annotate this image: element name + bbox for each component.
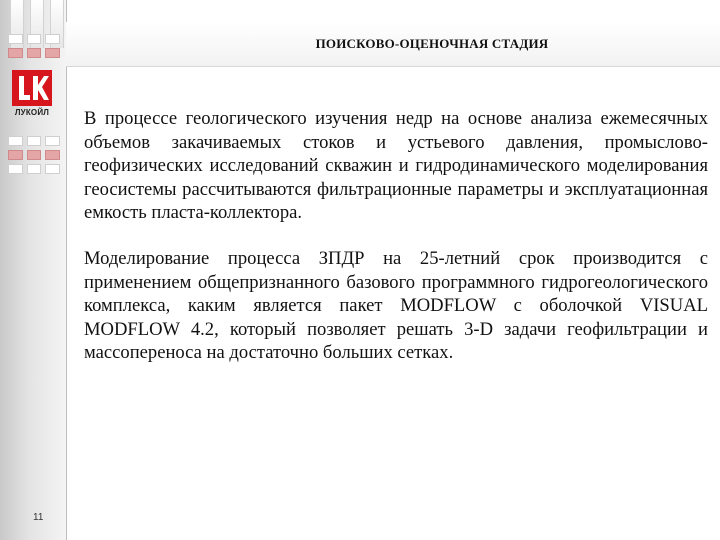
- page-title: ПОИСКОВО-ОЦЕНОЧНАЯ СТАДИЯ: [315, 36, 549, 51]
- decorative-stripe: [8, 164, 60, 174]
- decorative-stripe: [8, 34, 60, 44]
- decorative-stripe-red: [8, 150, 60, 160]
- paragraph: В процессе геологического изучения недр на основе анализа ежемесячных объемов закачиваемых стоков и устьевого давления, промыслово-геофизических исследований скважин и гидродинамического моделирования геосистемы рассчитываются фильтрационные параметры и эксплуатационная емкость пласта-коллектора.: [84, 108, 708, 224]
- decorative-stripe: [8, 136, 60, 146]
- main-content: [84, 107, 708, 365]
- header-bar: [66, 22, 720, 67]
- decorative-stripe-red: [8, 48, 60, 58]
- left-decorative-sidebar: [0, 0, 67, 540]
- paragraph: Моделирование процесса ЗПДР на 25-летний срок производится с применением общепризнанного базового программного гидрогеологического комплекса, каким является пакет MODFLOW с оболочкой VISUAL MODFLOW 4.2, который позволяет решать 3-D задачи геофильтрации и массопереноса на достаточно больших сетках.: [84, 247, 708, 364]
- slide-number: 11: [33, 512, 44, 523]
- lukoil-logo-icon: [12, 70, 52, 106]
- logo-caption: ЛУКОЙЛ: [14, 108, 50, 117]
